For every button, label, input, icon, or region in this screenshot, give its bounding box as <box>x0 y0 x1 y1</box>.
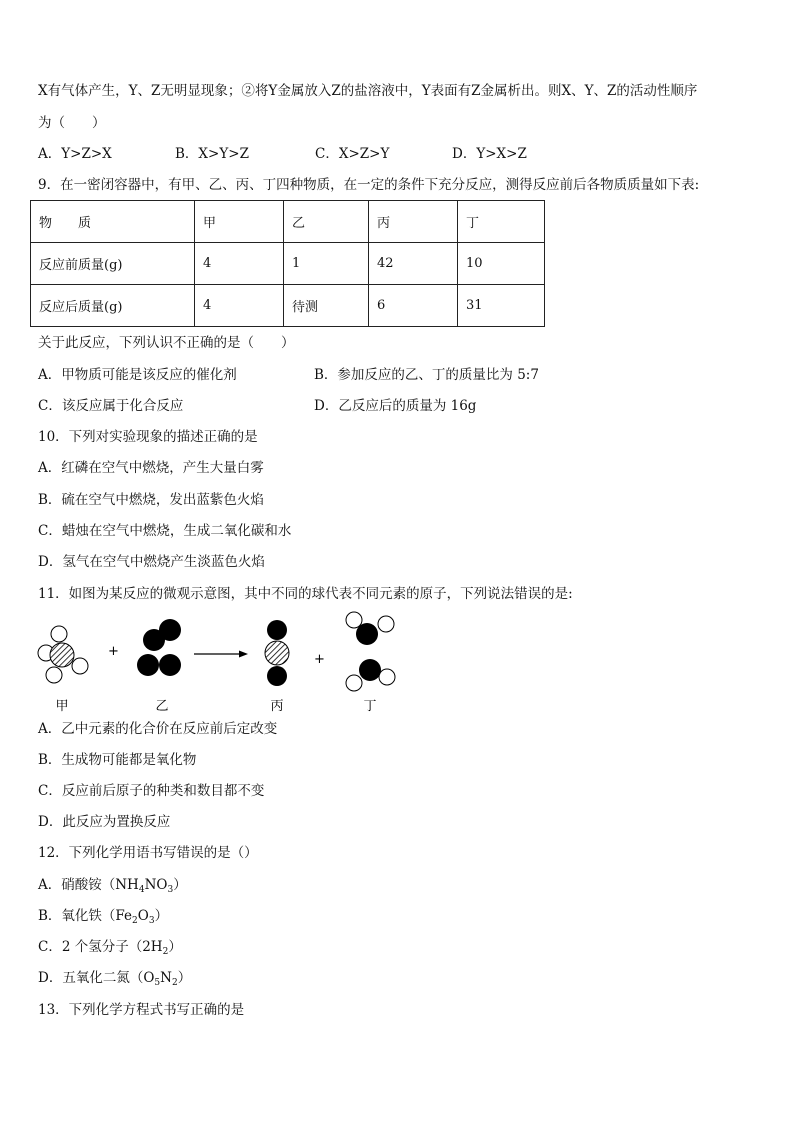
q12-d-text: D．五氧化二氮（O <box>38 970 155 986</box>
label-ding: 丁 <box>363 699 377 714</box>
q9-option-b: B．参加反应的乙、丁的质量比为 5:7 <box>314 367 539 383</box>
q12-a-text: NO <box>144 877 168 893</box>
q12-d-text: N <box>160 970 172 986</box>
table-cell: 6 <box>369 285 458 327</box>
q8-option-a: A．Y>Z>X <box>38 146 112 162</box>
q8-option-b: B．X>Y>Z <box>175 146 249 162</box>
subscript: 2 <box>132 916 138 926</box>
white-atom <box>346 612 362 628</box>
reaction-arrow-icon <box>194 651 248 658</box>
q12-b-text: B．氧化铁（Fe <box>38 908 133 924</box>
black-atom <box>143 629 165 651</box>
molecule-ding <box>346 612 395 691</box>
q9-option-d: D．乙反应后的质量为 16g <box>314 398 477 414</box>
q12-option-b <box>38 907 168 925</box>
q10-option-d: D．氢气在空气中燃烧产生淡蓝色火焰 <box>38 554 265 570</box>
table-cell: 42 <box>369 243 458 285</box>
black-atom <box>137 654 159 676</box>
table-cell: 4 <box>195 285 284 327</box>
q12-option-a <box>38 876 187 894</box>
q12-option-d <box>38 969 191 987</box>
label-yi: 乙 <box>155 699 169 714</box>
q11-option-a: A．乙中元素的化合价在反应前后定改变 <box>38 721 278 737</box>
black-atom <box>359 659 381 681</box>
q11-option-b: B．生成物可能都是氧化物 <box>38 752 197 768</box>
q8-option-d: D．Y>X>Z <box>452 146 527 162</box>
table-row <box>31 285 545 327</box>
table-cell: 31 <box>458 285 545 327</box>
table-row <box>31 243 545 285</box>
table-cell: 反应前质量(g) <box>31 243 195 285</box>
q12-c-text: ） <box>168 939 182 955</box>
white-atom <box>346 675 362 691</box>
table-header-cell: 丁 <box>458 201 545 243</box>
table-header-cell: 甲 <box>195 201 284 243</box>
hatched-atom <box>265 641 289 665</box>
subscript: 5 <box>154 978 161 988</box>
table-cell: 10 <box>458 243 545 285</box>
black-atom <box>356 623 378 645</box>
label-bing: 丙 <box>270 699 284 714</box>
table-cell: 待测 <box>284 285 369 327</box>
white-atom <box>72 658 88 674</box>
q11-option-d: D．此反应为置换反应 <box>38 814 171 830</box>
q12-b-text: O <box>137 908 149 924</box>
table-cell: 4 <box>195 243 284 285</box>
q10-stem: 10．下列对实验现象的描述正确的是 <box>38 429 258 445</box>
table-header-cell: 丙 <box>369 201 458 243</box>
white-atom <box>46 667 62 683</box>
q10-option-c: C．蜡烛在空气中燃烧，生成二氧化碳和水 <box>38 523 292 539</box>
white-atom <box>379 669 395 685</box>
table-header-cell: 乙 <box>284 201 369 243</box>
q8-stem-line1: X有气体产生，Y、Z无明显现象；②将Y金属放入Z的盐溶液中，Y表面有Z金属析出。则X、Y、Z的活动性顺序 <box>38 83 698 99</box>
q9-option-a: A．甲物质可能是该反应的催化剂 <box>38 367 237 383</box>
q12-d-text: ） <box>177 970 192 986</box>
q8-stem-line2: 为（ ） <box>38 115 106 131</box>
q11-option-c: C．反应前后原子的种类和数目都不变 <box>38 783 265 799</box>
q10-option-a: A．红磷在空气中燃烧，产生大量白雾 <box>38 460 264 476</box>
table-header-cell: 物 质 <box>31 201 195 243</box>
hatched-atom <box>50 643 74 667</box>
q9-question: 关于此反应，下列认识不正确的是（ ） <box>38 335 295 351</box>
white-atom <box>51 626 67 642</box>
q12-c-text: C．2 个氢分子（2H <box>38 939 163 955</box>
subscript: 3 <box>167 885 174 895</box>
subscript: 2 <box>171 978 178 988</box>
plus-sign-2: + <box>314 652 325 667</box>
black-atom <box>267 666 287 686</box>
q12-a-text: A．硝酸铵（NH <box>38 877 139 893</box>
label-jia: 甲 <box>55 699 69 714</box>
molecule-jia <box>38 626 88 683</box>
molecule-yi <box>137 619 181 676</box>
white-atom <box>378 616 394 632</box>
table-cell: 反应后质量(g) <box>31 285 195 327</box>
q8-option-c: C．X>Z>Y <box>315 146 390 162</box>
q11-stem: 11．如图为某反应的微观示意图，其中不同的球代表不同元素的原子，下列说法错误的是: <box>38 586 573 602</box>
q12-a-text: ） <box>173 877 187 893</box>
q12-stem: 12．下列化学用语书写错误的是（） <box>38 845 258 861</box>
q9-stem: 9．在一密闭容器中，有甲、乙、丙、丁四种物质，在一定的条件下充分反应，测得反应前后各物质质量如下表: <box>38 177 700 193</box>
q9-option-c: C．该反应属于化合反应 <box>38 398 184 414</box>
table-header-row <box>31 201 545 243</box>
subscript: 3 <box>148 916 155 926</box>
reaction-micro-diagram <box>30 610 410 720</box>
molecule-bing <box>265 620 289 686</box>
q10-option-b: B．硫在空气中燃烧，发出蓝紫色火焰 <box>38 492 264 508</box>
q12-option-c <box>38 938 182 956</box>
black-atom <box>267 620 287 640</box>
table-cell: 1 <box>284 243 369 285</box>
plus-sign-1: + <box>108 644 119 659</box>
subscript: 2 <box>162 947 169 957</box>
q12-b-text: ） <box>154 908 169 924</box>
q13-stem: 13．下列化学方程式书写正确的是 <box>38 1002 245 1018</box>
q9-mass-table <box>30 200 545 327</box>
black-atom <box>159 654 181 676</box>
subscript: 4 <box>138 885 145 895</box>
